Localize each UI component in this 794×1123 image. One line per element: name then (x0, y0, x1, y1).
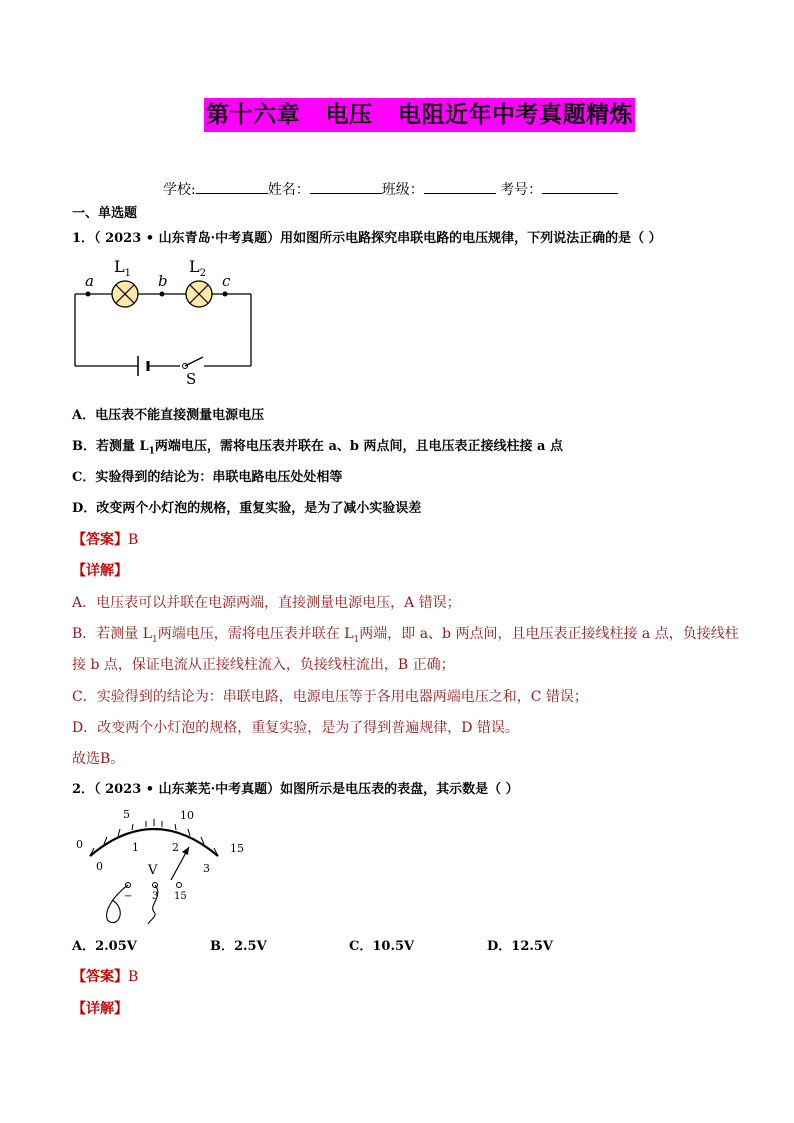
student-info-line (163, 179, 618, 199)
class-label: 班级： (381, 182, 424, 198)
number-label: 考号： (500, 182, 543, 198)
point-c-dot (223, 292, 228, 297)
outer-scale-15: 15 (230, 842, 244, 855)
outer-scale-0: 0 (76, 838, 83, 851)
q1-detail-line-3: 接 b 点，保证电流从正接线柱流入，负接线柱流出，B 正确； (72, 657, 455, 673)
school-label: 学校: (163, 182, 196, 198)
answer-tag: 【答案】 (72, 532, 128, 548)
question-1-stem: 1．（ 2023 • 山东青岛·中考真题）用如图所示电路探究串联电路的电压规律，下列说法正确的是（ ） (72, 231, 662, 246)
point-b-dot (160, 292, 165, 297)
q2-option-d[interactable]: D．12.5V (487, 939, 554, 954)
q2-answer-line (72, 966, 138, 986)
answer-value: B (128, 532, 139, 548)
q1-option-d[interactable]: D．改变两个小灯泡的规格，重复实验，是为了减小实验误差 (72, 501, 422, 516)
label-S: S (186, 370, 197, 388)
question-2-stem: 2．（ 2023 • 山东莱芜·中考真题）如图所示是电压表的表盘，其示数是（ ） (72, 782, 519, 797)
q2-option-b[interactable]: B．2.5V (210, 939, 267, 954)
answer-tag: 【答案】 (72, 969, 128, 985)
answer-value: B (128, 969, 139, 985)
q1-detail-line-2: B．若测量 $L_1$两端电压，需将电压表并联在 $L_1$两端，即 a、b 两点间，且电压表正接线柱接 a 点，负接线柱 (72, 626, 739, 645)
label-c: c (222, 272, 231, 290)
page-title: 第十六章 电压 电阻近年中考真题精炼 (204, 98, 635, 132)
school-blank[interactable] (196, 181, 268, 194)
number-blank[interactable] (542, 181, 618, 194)
label-L2: $L_2$ (189, 257, 206, 279)
point-a-dot (86, 292, 91, 297)
q1-detail-line-5: D．改变两个小灯泡的规格，重复实验，是为了得到普遍规律，D 错误。 (72, 720, 519, 736)
q2-detail-tag: 【详解】 (72, 1001, 128, 1017)
q1-detail-line-4: C．实验得到的结论为：串联电路，电源电压等于各用电器两端电压之和，C 错误； (72, 689, 588, 705)
q2-option-c[interactable]: C．10.5V (349, 939, 415, 954)
label-a: a (85, 272, 94, 290)
q1-answer-line (72, 529, 138, 549)
series-circuit-diagram (68, 250, 268, 390)
terminal-label-15: 15 (174, 891, 187, 902)
class-blank[interactable] (424, 181, 496, 194)
inner-scale-1: 1 (132, 841, 139, 854)
inner-scale-3: 3 (203, 862, 210, 875)
section-heading: 一、单选题 (72, 206, 138, 221)
q1-detail-line-1: A．电压表可以并联在电源两端，直接测量电源电压，A 错误； (72, 595, 461, 611)
lamp-L1-icon (112, 281, 138, 307)
terminal-label-negative: − (124, 891, 133, 902)
inner-scale-2: 2 (172, 841, 179, 854)
q1-option-b[interactable]: B．若测量 $L_1$两端电压，需将电压表并联在 a、b 两点间，且电压表正接线柱接 a 点 (72, 439, 563, 457)
label-L1: $L_1$ (114, 257, 131, 279)
dial-scale-arc (90, 829, 218, 856)
unit-label: V (148, 863, 158, 878)
outer-scale-10: 10 (180, 809, 194, 822)
q1-option-a[interactable]: A．电压表不能直接测量电源电压 (72, 408, 265, 423)
q1-option-c[interactable]: C．实验得到的结论为：串联电路电压处处相等 (72, 470, 343, 485)
inner-scale-0: 0 (96, 860, 103, 873)
lamp-L2-icon (186, 281, 212, 307)
terminal-label-3: 3 (152, 891, 159, 902)
name-label: 姓名： (267, 182, 310, 198)
voltmeter-dial-diagram (68, 800, 258, 928)
q2-option-a[interactable]: A．2.05V (72, 939, 137, 954)
label-b: b (158, 272, 168, 290)
q1-choose-line: 故选B。 (72, 751, 125, 767)
terminal-15 (177, 883, 182, 888)
switch-blade (185, 357, 203, 366)
q1-detail-tag: 【详解】 (72, 563, 128, 579)
name-blank[interactable] (310, 181, 382, 194)
outer-scale-5: 5 (123, 808, 130, 821)
